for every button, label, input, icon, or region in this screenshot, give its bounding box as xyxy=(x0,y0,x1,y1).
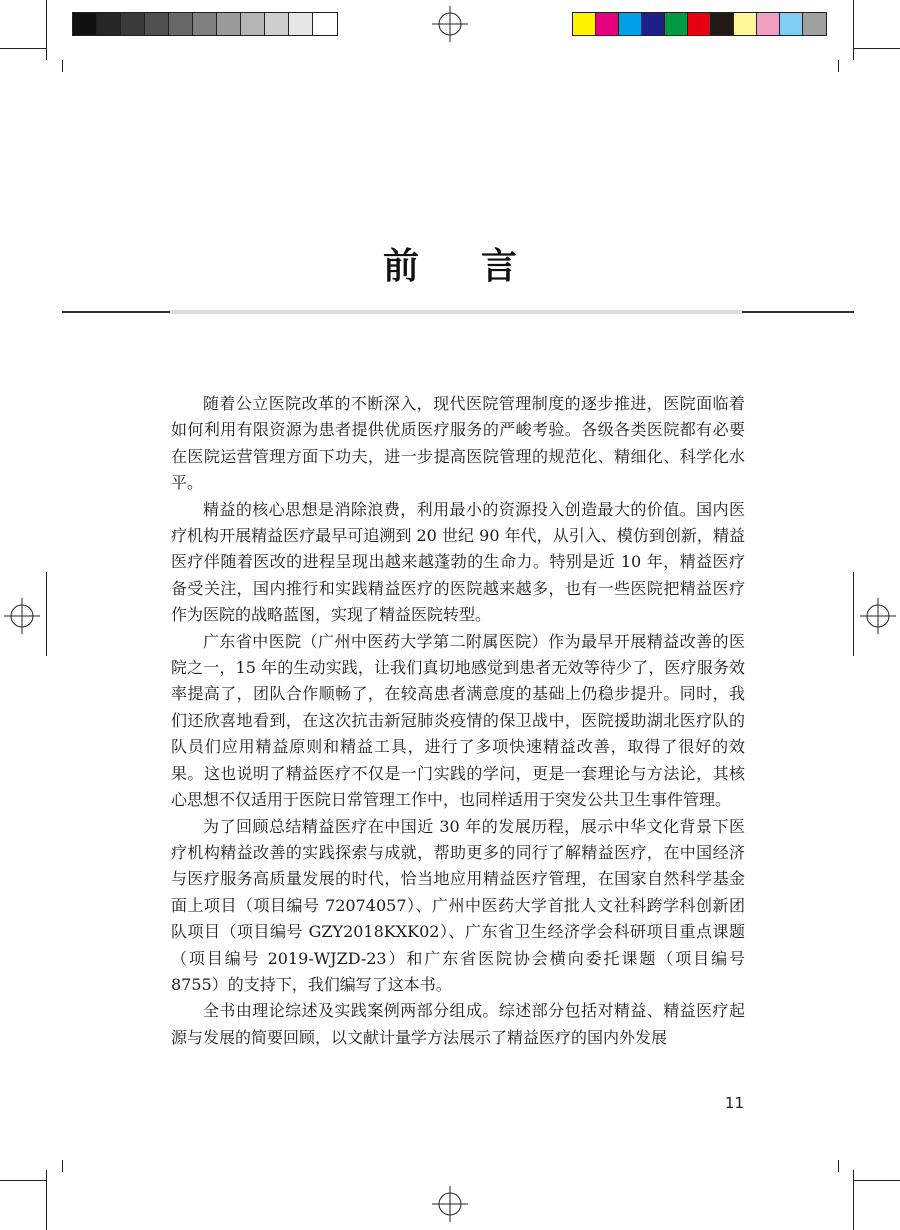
color-patch xyxy=(619,13,642,35)
page-title: 前言 xyxy=(382,246,579,287)
color-calibration-bar xyxy=(572,12,827,36)
gray-patch xyxy=(121,13,145,35)
gray-patch xyxy=(145,13,169,35)
crop-mark xyxy=(0,1180,46,1181)
crop-mark xyxy=(0,48,46,49)
color-patch xyxy=(596,13,619,35)
gray-patch xyxy=(97,13,121,35)
color-patch xyxy=(711,13,734,35)
crop-mark xyxy=(838,60,839,72)
page-number: 11 xyxy=(724,1094,744,1112)
gray-patch xyxy=(169,13,193,35)
title-rule-center xyxy=(170,310,742,314)
crop-mark xyxy=(46,0,47,60)
paragraph: 全书由理论综述及实践案例两部分组成。综述部分包括对精益、精益医疗起源与发展的简要回顾，以文献计量学方法展示了精益医疗的国内外发展 xyxy=(171,1001,745,1047)
color-patch xyxy=(803,13,826,35)
registration-mark-icon xyxy=(860,598,896,634)
crop-mark xyxy=(62,60,63,72)
color-patch xyxy=(734,13,757,35)
gray-patch xyxy=(265,13,289,35)
registration-mark-icon xyxy=(432,6,468,42)
preface-body xyxy=(171,391,745,1051)
paragraph: 精益的核心思想是消除浪费，利用最小的资源投入创造最大的价值。国内医疗机构开展精益医疗最早可追溯到 20 世纪 90 年代，从引入、模仿到创新，精益医疗伴随着医改的进程呈现出越来越蓬勃的生命力。特别是近 10 年，精益医疗备受关注，国内推行和实践精益医疗的医院越来越多，也有一些医院把精益医疗作为医院的战略蓝图，实现了精益医院转型。 xyxy=(171,499,745,625)
color-patch xyxy=(573,13,596,35)
paragraph: 为了回顾总结精益医疗在中国近 30 年的发展历程，展示中华文化背景下医疗机构精益改善的实践探索与成就，帮助更多的同行了解精益医疗，在中国经济与医疗服务高质量发展的时代，恰当地应用精益医疗管理，在国家自然科学基金面上项目（项目编号 72074057）、广州中医药大学首批人文社科跨学科创新团队项目（项目编号 GZY2018KXK02）、广东省卫生经济学会科研项目重点课题（项目编号 2019-WJZD-23）和广东省医院协会横向委托课题（项目编号 8755）的支持下，我们编写了这本书。 xyxy=(171,816,745,994)
paragraph: 广东省中医院（广州中医药大学第二附属医院）作为最早开展精益改善的医院之一，15 年的生动实践，让我们真切地感觉到患者无效等待少了，医疗服务效率提高了，团队合作顺畅了，在较高患者满意度的基础上仍稳步提升。同时，我们还欣喜地看到，在这次抗击新冠肺炎疫情的保卫战中，医院援助湖北医疗队的队员们应用精益原则和精益工具，进行了多项快速精益改善，取得了很好的效果。这也说明了精益医疗不仅是一门实践的学问，更是一套理论与方法论，其核心思想不仅适用于医院日常管理工作中，也同样适用于突发公共卫生事件管理。 xyxy=(171,631,745,810)
paragraph: 随着公立医院改革的不断深入，现代医院管理制度的逐步推进，医院面临着如何利用有限资源为患者提供优质医疗服务的严峻考验。各级各类医院都有必要在医院运营管理方面下功夫，进一步提高医院管理的规范化、精细化、科学化水平。 xyxy=(171,394,745,493)
gray-patch xyxy=(313,13,337,35)
registration-mark-icon xyxy=(432,1186,468,1222)
registration-tick xyxy=(853,572,854,656)
registration-mark-icon xyxy=(4,598,40,634)
crop-mark xyxy=(62,1160,63,1172)
gray-patch xyxy=(73,13,97,35)
color-patch xyxy=(688,13,711,35)
gray-patch xyxy=(217,13,241,35)
crop-mark xyxy=(854,48,900,49)
registration-tick xyxy=(46,572,47,656)
gray-patch xyxy=(289,13,313,35)
crop-mark xyxy=(853,1170,854,1230)
crop-mark xyxy=(838,1160,839,1172)
title-rule-right xyxy=(742,311,854,313)
gray-patch xyxy=(241,13,265,35)
crop-mark xyxy=(854,1180,900,1181)
title-rule-left xyxy=(62,311,170,313)
color-patch xyxy=(780,13,803,35)
gray-patch xyxy=(193,13,217,35)
crop-mark xyxy=(853,0,854,60)
crop-mark xyxy=(46,1170,47,1230)
color-patch xyxy=(665,13,688,35)
color-patch xyxy=(642,13,665,35)
grayscale-calibration-bar xyxy=(72,12,338,36)
color-patch xyxy=(757,13,780,35)
